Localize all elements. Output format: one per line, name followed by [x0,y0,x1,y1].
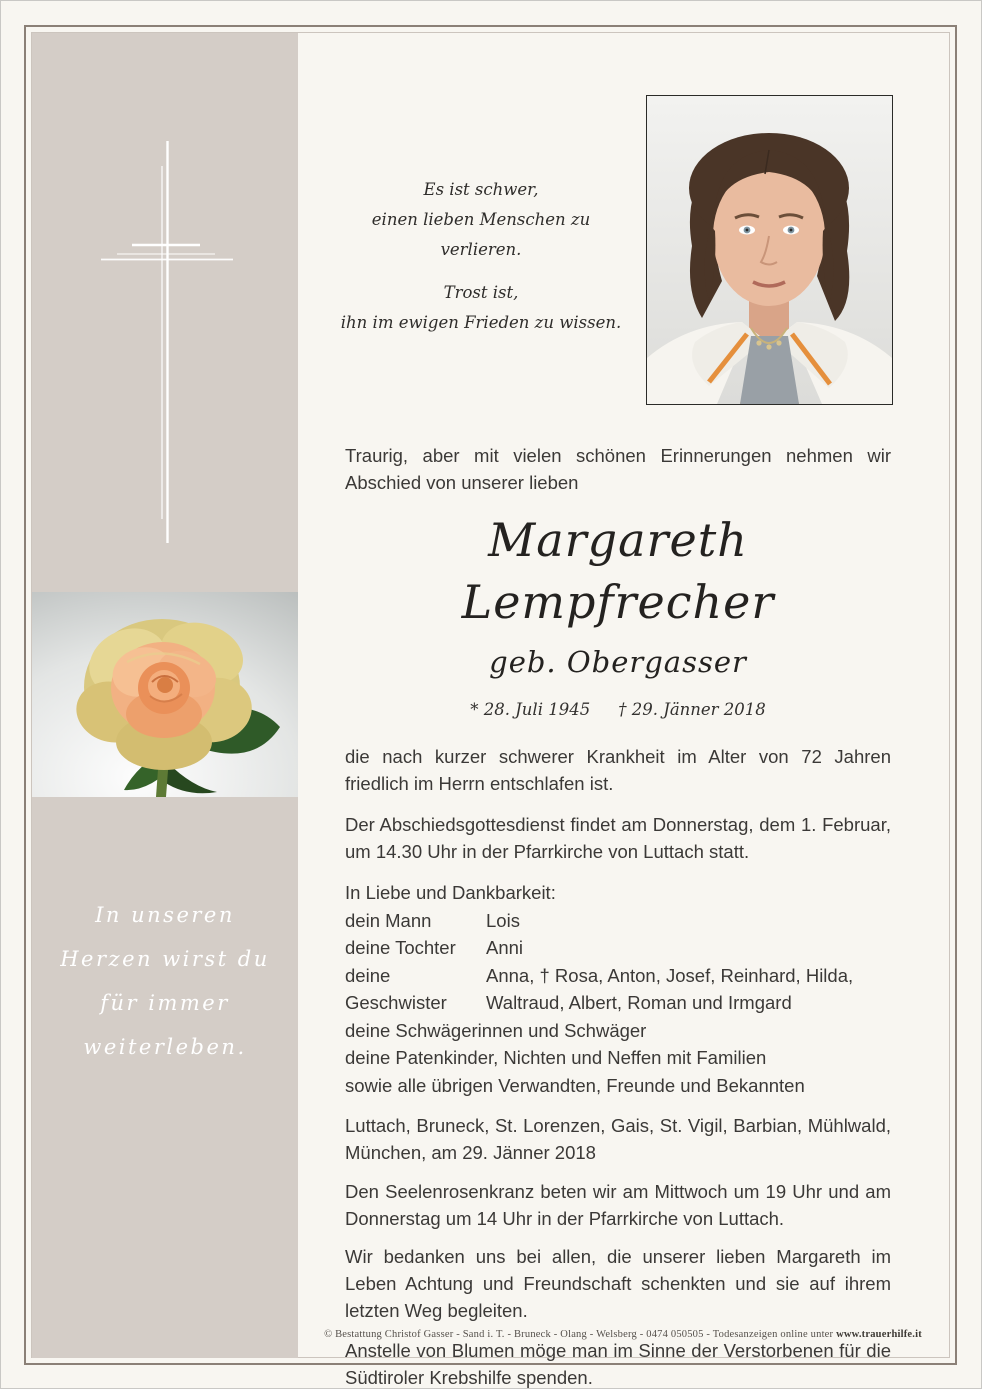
mourner-line: deine Schwägerinnen und Schwäger [345,1019,647,1041]
mourner-row [345,962,891,1017]
quote-line: ihn im ewigen Frieden zu wissen. [340,313,622,332]
rose-photo [32,592,298,797]
funeral-home-footer [303,1329,943,1340]
mourner-value: Lois [486,909,520,931]
cross-icon [32,133,298,553]
service-paragraph: Der Abschiedsgottesdienst findet am Donnerstag, dem 1. Februar, um 14.30 Uhr in der Pfarrkirche von Luttach statt. [345,814,891,862]
mourner-value: Anna, † Rosa, Anton, Josef, Reinhard, Hilda, Waltraud, Albert, Roman und Irmgard [486,964,854,1013]
mourner-line: sowie alle übrigen Verwandten, Freunde und Bekannten [345,1074,805,1096]
portrait-photo [646,95,893,405]
footer-website-link[interactable]: www.trauerhilfe.it [836,1329,922,1340]
maiden-name: geb. Obergasser [489,645,747,679]
death-paragraph: die nach kurzer schwerer Krankheit im Alter von 72 Jahren friedlich im Herrn entschlafen ist. [345,746,891,794]
mourner-label: dein Mann [345,909,432,931]
death-date: † 29. Jänner 2018 [618,700,766,719]
deceased-name: Margareth Lempfrecher [461,513,775,629]
donation-paragraph: Anstelle von Blumen möge man im Sinne der Verstorbenen für die Südtiroler Krebshilfe spenden. [345,1340,891,1388]
mourners-heading: In Liebe und Dankbarkeit: [345,882,556,903]
mourners-list [345,879,891,1099]
mourner-label: deine Geschwister [345,964,447,1013]
quote-line: Es ist schwer, [423,180,539,199]
quote-line: einen lieben Menschen zu verlieren. [371,210,591,259]
mourner-label: deine Tochter [345,937,456,958]
quote-line: Trost ist, [443,283,519,302]
intro-paragraph: Traurig, aber mit vielen schönen Erinnerungen nehmen wir Abschied von unserer lieben [345,445,891,493]
memorial-verse [32,893,298,1069]
mourner-row [345,934,891,962]
places-and-date: Luttach, Bruneck, St. Lorenzen, Gais, St. Vigil, Barbian, Mühlwald, München, am 29. Jänner 2018 [345,1115,891,1163]
portrait-illustration [647,96,892,404]
mourner-line: deine Patenkinder, Nichten und Neffen mit Familien [345,1047,767,1068]
birth-date: * 28. Juli 1945 [470,700,591,719]
memorial-line: Herzen wirst du [60,947,270,971]
footer-text: © Bestattung Christof Gasser - Sand i. T. - Bruneck - Olang - Welsberg - 0474 050505 - Todesanzeigen online unter [324,1329,837,1340]
left-sidebar [32,33,298,1358]
birth-death-dates [345,698,891,722]
condolence-quote [331,175,631,338]
memorial-line: weiterleben. [83,1035,247,1059]
mourner-value: Anni [486,937,524,958]
announcement-body [345,442,891,1389]
memorial-line: In unseren [95,903,235,927]
mourner-row [345,907,891,935]
memorial-line: für immer [100,991,230,1015]
rosary-paragraph: Den Seelenrosenkranz beten wir am Mittwoch um 19 Uhr und am Donnerstag um 14 Uhr in der Pfarrkirche von Luttach. [345,1181,891,1229]
thanks-paragraph: Wir bedanken uns bei allen, die unserer lieben Margareth im Leben Achtung und Freundschaft schenkten und sie auf ihrem letzten Weg begleiten. [345,1246,891,1321]
